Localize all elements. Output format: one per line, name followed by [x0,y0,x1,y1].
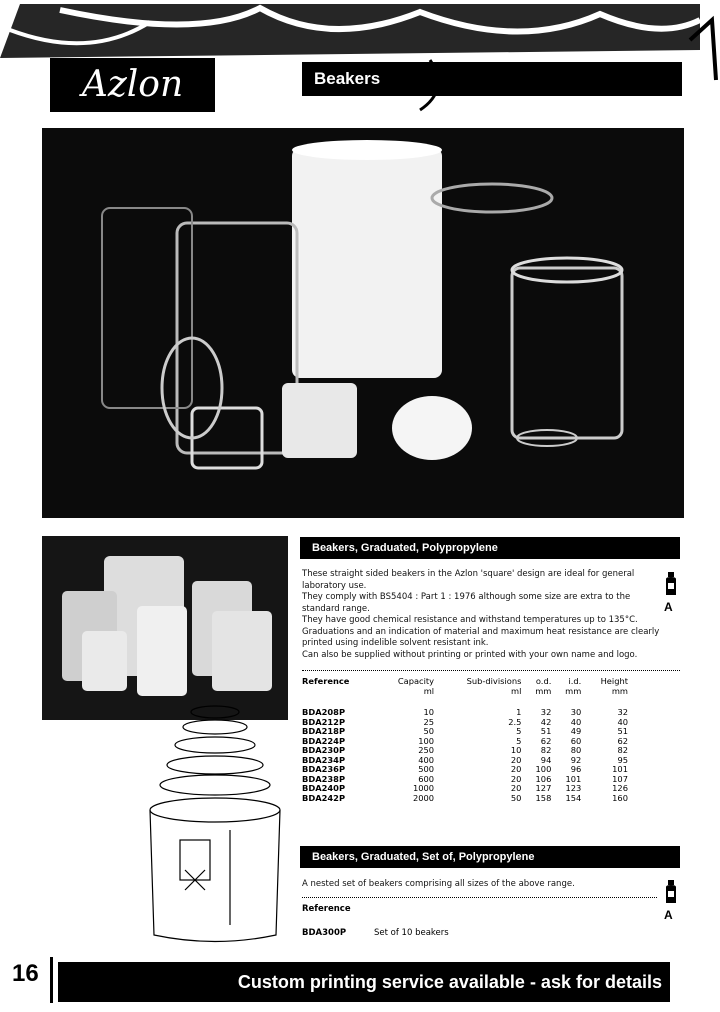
section-title-graduated: Beakers, Graduated, Polypropylene [300,537,680,559]
description-line: standard range. [302,603,370,614]
table-cell: 126 [612,783,628,793]
table-unit-row [300,686,630,696]
set-reference-code: BDA300P [302,928,347,938]
column-header: i.d. [568,676,582,686]
spec-table [300,676,630,803]
description-line: Can also be supplied without printing or printed with your own name and logo. [302,649,638,660]
description-line: These straight sided beakers in the Azlon 'square' design are ideal for general [302,569,635,579]
column-unit: ml [511,686,522,696]
column-unit: ml [423,686,435,696]
bottle-icon [663,880,679,904]
table-cell: 82 [617,745,628,755]
column-header: o.d. [535,676,552,686]
table-cell: 5 [516,726,522,736]
column-unit [300,686,376,696]
table-cell: 32 [617,707,628,717]
reference-cell: BDA242P [302,792,346,803]
table-cell: 62 [540,735,552,746]
table-cell: 42 [540,716,552,727]
set-reference-header: Reference [302,904,351,914]
table-cell: 10 [510,745,522,755]
reference-cell: BDA234P [302,754,346,765]
table-cell: 25 [423,716,435,727]
table-cell: 100 [418,735,435,746]
grade-label: A [664,908,673,922]
reference-cell: BDA230P [302,745,346,755]
table-cell: 92 [570,754,582,765]
column-unit: mm [535,686,552,696]
table-cell: 250 [418,745,435,755]
description-line: They have good chemical resistance and withstand temperatures up to 135°C. [302,615,638,625]
table-cell: 101 [565,773,582,784]
table-cell: 80 [570,745,582,755]
table-cell: 96 [570,764,582,774]
table-cell: 30 [570,707,582,717]
table-cell: 82 [540,745,552,755]
table-cell: 51 [540,726,552,736]
brand-logo: Azlon [50,58,215,112]
table-cell: 154 [565,792,582,803]
page-number-divider [50,957,53,1003]
dotted-rule [302,670,680,671]
column-header: Height [600,676,628,686]
table-cell: 1000 [412,783,435,793]
table-cell: 40 [617,716,628,727]
bottle-icon [663,572,679,596]
table-cell: 50 [510,792,522,803]
table-cell: 60 [570,735,582,746]
table-cell: 95 [617,754,628,765]
description-line: Graduations and an indication of material and maximum heat resistance are clearly [302,626,660,637]
table-cell: 123 [565,783,582,793]
graduated-description [302,569,660,661]
table-cell: 1 [516,707,522,717]
table-cell: 400 [418,754,435,765]
reference-cell: BDA238P [302,773,346,784]
column-unit: mm [565,686,582,696]
column-header: Reference [302,676,350,686]
table-cell: 50 [423,726,435,736]
description-line: printed using indelible solvent resistant ink. [302,638,489,648]
product-photo-main [42,128,684,518]
table-cell: 500 [418,764,435,774]
table-cell: 62 [617,735,628,746]
description-line: They comply with BS5404 : Part 1 : 1976 although some size are extra to the [302,592,631,602]
table-cell: 20 [510,783,522,793]
page-title: Beakers [302,62,682,96]
reference-cell: BDA218P [302,726,346,736]
table-cell: 49 [570,726,582,736]
table-cell: 127 [535,783,552,793]
column-header: Sub-divisions [466,676,522,686]
reference-cell: BDA208P [302,707,346,717]
table-cell: 20 [510,754,522,765]
table-cell: 160 [612,792,628,803]
description-line: laboratory use. [302,580,367,591]
footer-banner: Custom printing service available - ask for details [58,962,670,1002]
table-cell: 100 [535,764,552,774]
grade-label: A [664,600,673,614]
dotted-rule [302,897,657,898]
table-cell: 106 [535,773,552,784]
table-cell: 10 [423,707,435,717]
table-cell: 101 [612,764,628,774]
table-cell: 40 [570,716,582,727]
table-cell: 107 [612,773,628,784]
page-number: 16 [12,960,39,987]
table-cell: 158 [535,792,552,803]
table-cell: 32 [540,707,552,717]
set-description: A nested set of beakers comprising all sizes of the above range. [302,879,575,889]
table-cell: 20 [510,773,522,784]
reference-cell: BDA224P [302,735,346,746]
set-item-description: Set of 10 beakers [374,928,449,938]
table-cell: 600 [418,773,435,784]
table-cell: 20 [510,764,522,774]
column-unit: mm [611,686,628,696]
table-header-row [300,676,630,686]
column-header: Capacity [397,676,435,686]
table-cell: 2.5 [508,716,522,727]
table-cell: 51 [617,726,628,736]
product-photo-beakers [42,536,288,720]
table-cell: 94 [540,754,552,765]
nested-beakers-drawing [140,700,290,950]
table-row [300,794,630,804]
reference-cell: BDA236P [302,764,346,774]
table-cell: 2000 [412,792,435,803]
section-title-set: Beakers, Graduated, Set of, Polypropylene [300,846,680,868]
reference-cell: BDA240P [302,783,346,793]
table-cell: 5 [516,735,522,746]
reference-cell: BDA212P [302,716,346,727]
